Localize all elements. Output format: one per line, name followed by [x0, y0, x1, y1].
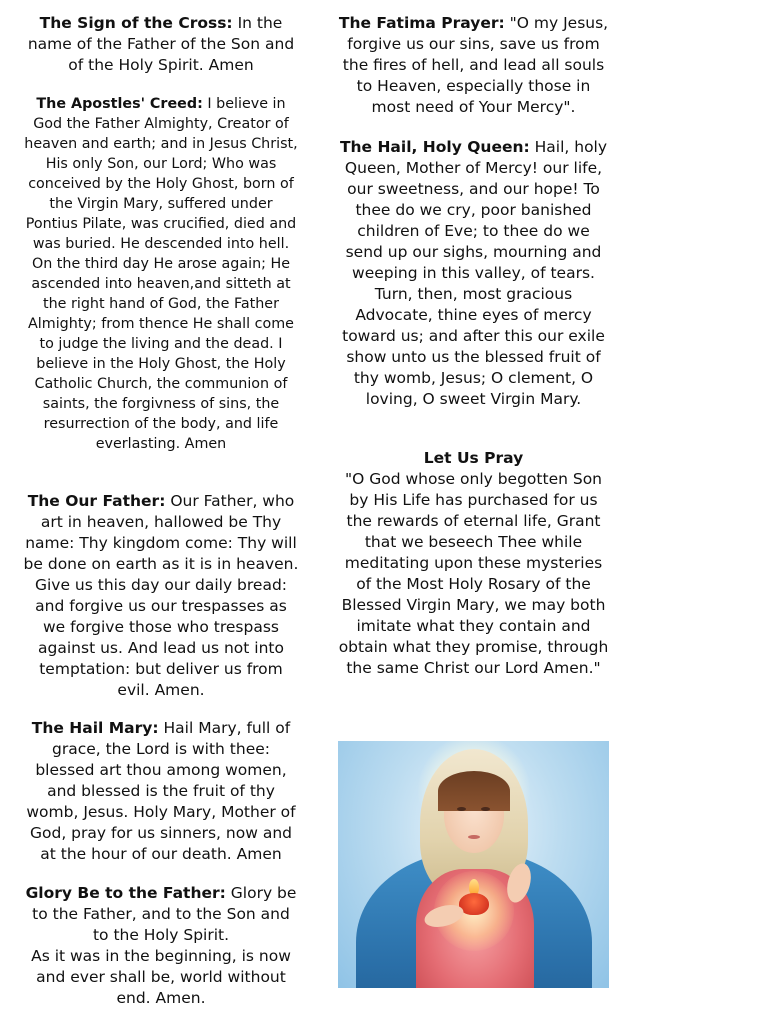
prayer-text: Hail, holy Queen, Mother of Mercy! our life, our sweetness, and our hope! To thee do we cry, poor banished children of Eve; to thee do we send up our sighs, mourning and weeping in this valley, of tears. Turn, then, most gracious Advocate, thine eyes of mercy toward us; and after this our exile show unto us the blessed fruit of thy womb, Jesus; O clement, O loving, O sweet Virgin Mary.: [342, 138, 608, 408]
prayer-text: Our Father, who art in heaven, hallowed be Thy name: Thy kingdom come: Thy will be done on earth as it is in heaven. Give us this day our daily bread: and forgive us our trespasses as we forgive those who trespass against us. And lead us not into temptation: but deliver us from evil. Amen.: [23, 492, 299, 699]
prayer-text: Hail Mary, full of grace, the Lord is with thee: blessed art thou among women, and blessed is the fruit of thy womb, Jesus. Holy Mary, Mother of God, pray for us sinners, now and at the hour of our death. Amen: [26, 719, 296, 863]
prayer-text: In the name of the Father of the Son and of the Holy Spirit. Amen: [27, 14, 295, 74]
prayer-text: "O my Jesus, forgive us our sins, save us from the fires of hell, and lead all souls to Heaven, especially those in most need of Your Mercy".: [342, 14, 609, 116]
virgin-mary-image: [338, 741, 609, 988]
prayer-title: Glory Be to the Father:: [25, 884, 226, 902]
prayer-our-father: [22, 491, 300, 701]
prayer-text: "O God whose only begotten Son by His Life has purchased for us the rewards of eternal life, Grant that we beseech Thee while meditating upon these mysteries of the Most Holy Rosary of the Blessed Virgin Mary, we may both imitate what they contain and obtain what they promise, through the same Christ our Lord Amen.": [338, 470, 609, 677]
hair: [438, 771, 510, 811]
prayer-sign-of-the-cross: [22, 13, 300, 76]
prayer-title: The Our Father:: [27, 492, 166, 510]
prayer-title: The Hail, Holy Queen:: [339, 138, 530, 156]
prayer-let-us-pray: [338, 448, 609, 679]
prayer-hail-holy-queen: [338, 137, 609, 410]
prayer-apostles-creed: [22, 94, 300, 454]
left-eye: [457, 807, 466, 811]
prayer-title: Let Us Pray: [423, 449, 524, 467]
prayer-title: The Fatima Prayer:: [338, 14, 505, 32]
prayer-fatima: [338, 13, 609, 118]
lips: [468, 835, 480, 839]
prayer-title: The Apostles' Creed:: [36, 96, 203, 112]
right-eye: [481, 807, 490, 811]
prayer-text-continued: As it was in the beginning, is now and ever shall be, world without end. Amen.: [31, 947, 291, 1007]
prayer-title: The Hail Mary:: [31, 719, 159, 737]
prayer-text: Glory be to the Father, and to the Son and to the Holy Spirit.: [32, 884, 297, 944]
prayer-hail-mary: [22, 718, 300, 865]
prayer-title: The Sign of the Cross:: [39, 14, 233, 32]
prayer-glory-be: [22, 883, 300, 1009]
prayer-text: I believe in God the Father Almighty, Creator of heaven and earth; and in Jesus Christ, His only Son, our Lord; Who was conceived by the Holy Ghost, born of the Virgin Mary, suffered under Pontius Pilate, was crucified, died and was buried. He descended into hell. On the third day He arose again; He ascended into heaven,and sitteth at the right hand of God, the Father Almighty; from thence He shall come to judge the living and the dead. I believe in the Holy Ghost, the Holy Catholic Church, the communion of saints, the forgivness of sins, the resurrection of the body, and life everlasting. Amen: [24, 96, 298, 452]
